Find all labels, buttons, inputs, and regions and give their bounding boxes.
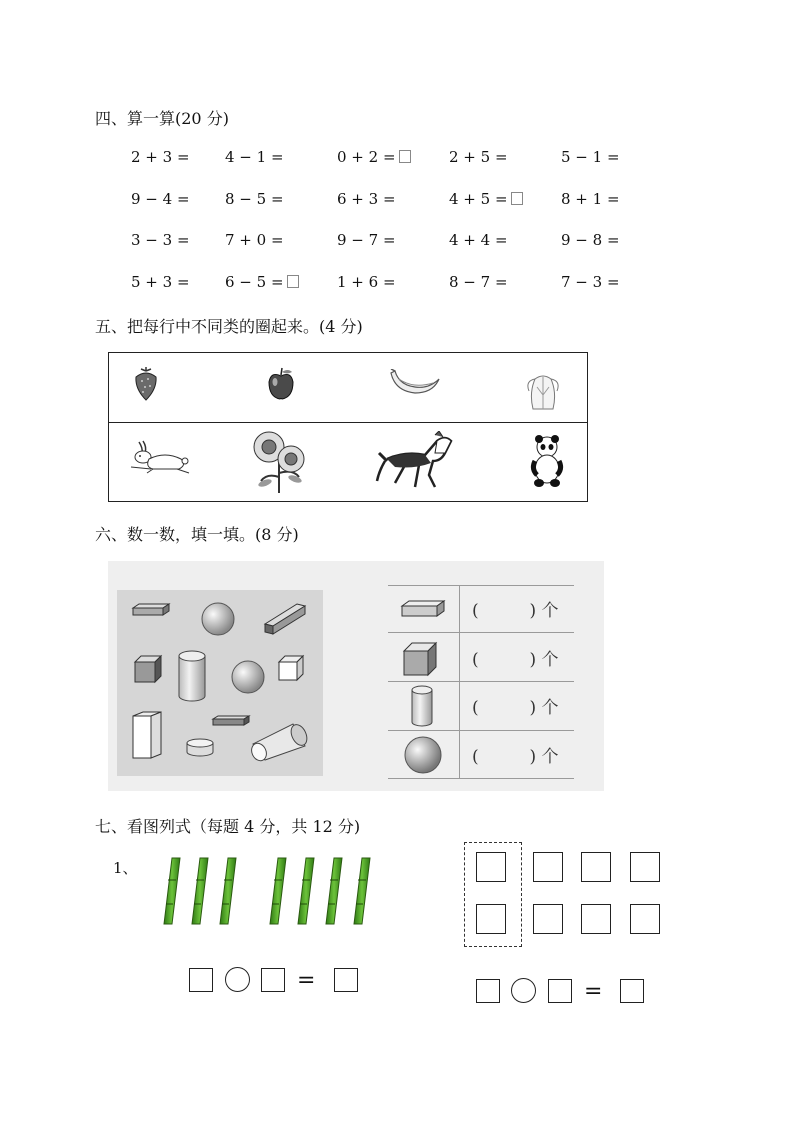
cuboid-icon [263, 602, 309, 636]
square-item [581, 904, 611, 934]
cube-icon [133, 654, 163, 684]
equation: 4 − 1 = [225, 148, 284, 166]
cube-icon [402, 641, 438, 677]
sphere-icon [404, 736, 442, 774]
square-item [533, 852, 563, 882]
equation: 9 − 4 = [131, 190, 190, 208]
equation: 7 − 3 = [561, 273, 620, 291]
square-item [533, 904, 563, 934]
equation-with-box: 0 + 2 = [337, 148, 411, 166]
sunflower-icon[interactable] [249, 429, 309, 495]
panda-icon[interactable] [529, 433, 565, 489]
cylinder-icon [177, 650, 207, 702]
square-item [476, 904, 506, 934]
stick-icon [192, 858, 208, 924]
shapes-collection [117, 590, 323, 776]
section6-title: 六、数一数，填一填。(8 分) [95, 525, 299, 544]
strawberry-icon[interactable] [133, 367, 159, 401]
sphere-icon [231, 660, 265, 694]
stick-icon [270, 858, 286, 924]
equation-with-box: 4 + 5 = [449, 190, 523, 208]
equation: 5 + 3 = [131, 273, 190, 291]
sticks-group [160, 856, 380, 928]
stick-icon [220, 858, 236, 924]
question-number: 1、 [113, 859, 138, 877]
equation: 8 − 7 = [449, 273, 508, 291]
answer-box[interactable] [548, 979, 572, 1003]
answer-box[interactable] [511, 192, 523, 205]
apple-icon[interactable] [266, 367, 296, 401]
square-item [630, 904, 660, 934]
equation: 2 + 5 = [449, 148, 508, 166]
equation-with-box: 6 − 5 = [225, 273, 299, 291]
cylinder-icon [410, 685, 434, 727]
answer-box[interactable] [287, 275, 299, 288]
operator-circle[interactable] [511, 978, 536, 1003]
section4-title: 四、算一算(20 分) [95, 109, 229, 128]
stick-icon [298, 858, 314, 924]
stick-icon [326, 858, 342, 924]
square-item [630, 852, 660, 882]
equation: 3 − 3 = [131, 231, 190, 249]
square-item [581, 852, 611, 882]
cylinder-icon [185, 738, 215, 758]
cuboid-icon [131, 602, 171, 618]
equals-sign: = [584, 979, 603, 1004]
cabbage-icon[interactable] [525, 373, 561, 411]
answer-box[interactable] [399, 150, 411, 163]
answer-box[interactable] [261, 968, 285, 992]
count-table [388, 585, 574, 779]
stick-icon [354, 858, 370, 924]
horse-icon[interactable] [375, 431, 455, 491]
stick-icon [164, 858, 180, 924]
answer-box[interactable] [476, 979, 500, 1003]
section5-title: 五、把每行中不同类的圈起来。(4 分) [95, 317, 363, 336]
equation: 9 − 7 = [337, 231, 396, 249]
count-row-sphere: ( ) 个 [472, 747, 559, 767]
equals-sign: = [297, 968, 316, 993]
square-item [476, 852, 506, 882]
equation: 9 − 8 = [561, 231, 620, 249]
cuboid-icon [131, 710, 165, 760]
equation: 5 − 1 = [561, 148, 620, 166]
sphere-icon [201, 602, 235, 636]
equation: 8 − 5 = [225, 190, 284, 208]
table-divider [109, 422, 587, 423]
equation: 1 + 6 = [337, 273, 396, 291]
answer-box[interactable] [334, 968, 358, 992]
operator-circle[interactable] [225, 967, 250, 992]
rabbit-icon[interactable] [129, 439, 191, 475]
cylinder-icon [247, 718, 311, 762]
equation: 6 + 3 = [337, 190, 396, 208]
equation: 2 + 3 = [131, 148, 190, 166]
cuboid-icon [211, 714, 251, 728]
count-row-cube: ( ) 个 [472, 650, 559, 670]
cuboid-icon [400, 599, 446, 619]
banana-icon[interactable] [389, 369, 441, 399]
classification-table [108, 352, 588, 502]
answer-box[interactable] [189, 968, 213, 992]
cube-icon [277, 654, 305, 682]
equation: 7 + 0 = [225, 231, 284, 249]
answer-box[interactable] [620, 979, 644, 1003]
section7-title: 七、看图列式（每题 4 分，共 12 分) [95, 817, 361, 836]
equation: 4 + 4 = [449, 231, 508, 249]
equation: 8 + 1 = [561, 190, 620, 208]
count-row-cylinder: ( ) 个 [472, 698, 559, 718]
count-row-cuboid: ( ) 个 [472, 601, 559, 621]
